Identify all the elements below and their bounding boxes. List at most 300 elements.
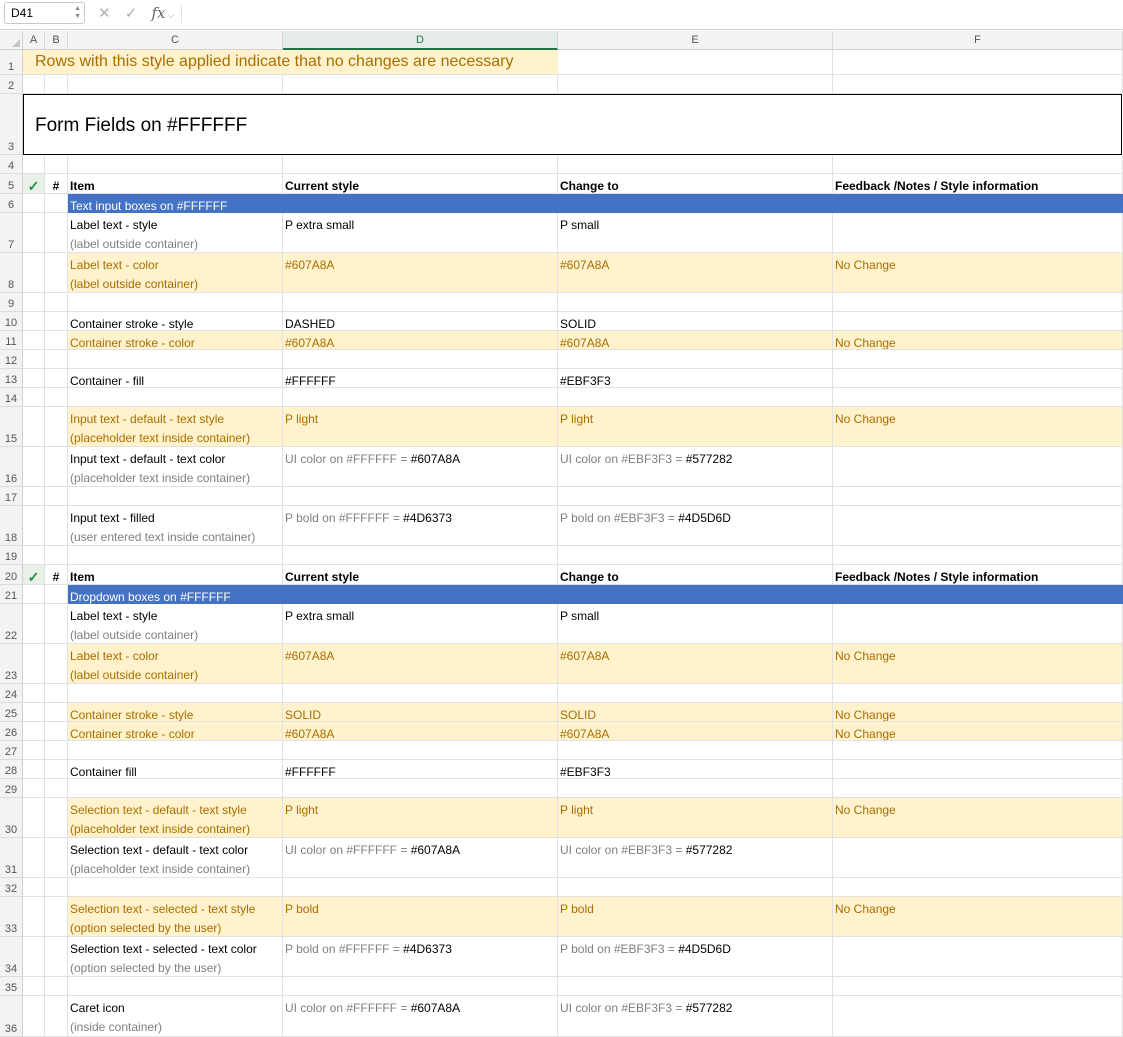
formula-input[interactable]	[186, 2, 1120, 24]
column-header-e[interactable]: E	[558, 31, 833, 50]
cell-a[interactable]	[23, 996, 45, 1037]
row-header[interactable]	[0, 585, 23, 604]
cell-b[interactable]	[45, 897, 68, 937]
notes-cell[interactable]: No Change	[833, 331, 1123, 350]
empty-cell[interactable]	[45, 977, 68, 996]
empty-cell[interactable]	[558, 155, 833, 174]
empty-cell[interactable]	[68, 779, 283, 798]
notes-cell[interactable]	[833, 604, 1123, 644]
enter-icon[interactable]: ✓	[124, 5, 138, 22]
empty-cell[interactable]	[283, 75, 558, 94]
row-header[interactable]	[0, 703, 23, 722]
cell-a[interactable]	[23, 838, 45, 878]
empty-cell[interactable]	[833, 546, 1123, 565]
empty-cell[interactable]	[283, 779, 558, 798]
cell-a[interactable]	[23, 760, 45, 779]
item-sublabel: (label outside container)	[70, 277, 199, 291]
section-title[interactable]: Dropdown boxes on #FFFFFF	[68, 585, 283, 604]
empty-cell[interactable]	[23, 293, 45, 312]
sheet-row	[0, 75, 1123, 94]
current-style-cell[interactable]	[283, 798, 558, 838]
empty-cell[interactable]	[68, 684, 283, 703]
empty-cell[interactable]	[558, 293, 833, 312]
sheet-row	[0, 447, 1123, 487]
row-header[interactable]	[0, 779, 23, 798]
empty-cell[interactable]	[45, 487, 68, 506]
row-header[interactable]	[0, 996, 23, 1037]
hash-header[interactable]: #	[45, 174, 68, 194]
cell-a[interactable]	[23, 937, 45, 977]
empty-cell[interactable]	[283, 977, 558, 996]
notes-cell[interactable]: No Change	[833, 897, 1123, 937]
empty-cell[interactable]	[68, 388, 283, 407]
empty-cell[interactable]	[283, 487, 558, 506]
cell-a[interactable]	[23, 703, 45, 722]
change-to-header[interactable]: Change to	[558, 565, 833, 585]
column-header-c[interactable]: C	[68, 31, 283, 50]
sheet-row	[0, 350, 1123, 369]
select-all-corner[interactable]	[0, 31, 23, 50]
row-header[interactable]	[0, 565, 23, 585]
empty-cell[interactable]	[68, 350, 283, 369]
current-style-cell[interactable]	[283, 407, 558, 447]
empty-cell[interactable]	[283, 155, 558, 174]
row-header[interactable]	[0, 604, 23, 644]
empty-cell[interactable]	[283, 546, 558, 565]
change-to-header[interactable]: Change to	[558, 174, 833, 194]
empty-cell[interactable]	[45, 546, 68, 565]
row-header[interactable]	[0, 722, 23, 741]
row-number: 9	[7, 298, 15, 310]
cell-b[interactable]	[45, 253, 68, 293]
current-style-cell[interactable]	[283, 722, 558, 741]
notes-cell[interactable]: No Change	[833, 722, 1123, 741]
row-header[interactable]	[0, 897, 23, 937]
notes-cell[interactable]	[833, 838, 1123, 878]
current-value: #607A8A	[285, 649, 335, 663]
empty-cell[interactable]	[45, 878, 68, 897]
item-cell[interactable]	[68, 897, 283, 937]
item-sublabel: (label outside container)	[70, 668, 199, 682]
current-style-cell[interactable]	[283, 369, 558, 388]
notes-cell[interactable]: No Change	[833, 407, 1123, 447]
cell-a[interactable]	[23, 722, 45, 741]
change-to-cell[interactable]	[558, 644, 833, 684]
cell-a[interactable]	[23, 506, 45, 546]
current-style-cell[interactable]	[283, 703, 558, 722]
current-prefix: P bold on #FFFFFF =	[285, 942, 404, 956]
item-label: Input text - default - text color	[70, 452, 226, 466]
empty-cell[interactable]	[23, 546, 45, 565]
empty-cell[interactable]	[558, 741, 833, 760]
cell-a[interactable]	[23, 798, 45, 838]
empty-cell[interactable]	[558, 546, 833, 565]
cell-b[interactable]	[45, 194, 68, 213]
current-value: P extra small	[285, 218, 355, 232]
item-cell[interactable]	[68, 331, 283, 350]
change-to-cell[interactable]	[558, 604, 833, 644]
empty-cell[interactable]	[23, 388, 45, 407]
empty-cell[interactable]	[833, 779, 1123, 798]
current-style-cell[interactable]	[283, 447, 558, 487]
item-cell[interactable]	[68, 369, 283, 388]
cell-a[interactable]	[23, 407, 45, 447]
empty-cell[interactable]	[833, 293, 1123, 312]
notes-cell[interactable]	[833, 760, 1123, 779]
empty-cell[interactable]	[23, 155, 45, 174]
section-title[interactable]: Text input boxes on #FFFFFF	[68, 194, 283, 213]
row-header[interactable]	[0, 331, 23, 350]
cell-a[interactable]	[23, 604, 45, 644]
current-style-cell[interactable]	[283, 937, 558, 977]
section-fill[interactable]	[283, 194, 558, 213]
notes-cell[interactable]: No Change	[833, 798, 1123, 838]
current-style-header[interactable]: Current style	[283, 174, 558, 194]
empty-cell[interactable]	[833, 388, 1123, 407]
column-header-f[interactable]: F	[833, 31, 1123, 50]
change-to-cell[interactable]	[558, 703, 833, 722]
formula-bar	[0, 0, 1123, 30]
cell-b[interactable]	[45, 760, 68, 779]
cell-b[interactable]	[45, 838, 68, 878]
change-value: #607A8A	[560, 336, 610, 350]
notes-cell[interactable]	[833, 447, 1123, 487]
current-style-cell[interactable]	[283, 253, 558, 293]
empty-cell[interactable]	[23, 684, 45, 703]
empty-cell[interactable]	[23, 350, 45, 369]
change-to-cell[interactable]	[558, 312, 833, 331]
section-fill[interactable]	[833, 194, 1123, 213]
cell-a[interactable]	[23, 194, 45, 213]
change-prefix: UI color on #EBF3F3 =	[560, 452, 686, 466]
row-header[interactable]	[0, 684, 23, 703]
empty-cell[interactable]	[68, 75, 283, 94]
cell-a[interactable]	[23, 897, 45, 937]
empty-cell[interactable]	[558, 75, 833, 94]
cell-b[interactable]	[45, 447, 68, 487]
notes-cell[interactable]	[833, 937, 1123, 977]
notes-cell[interactable]	[833, 996, 1123, 1037]
cell-b[interactable]	[45, 996, 68, 1037]
current-style-cell[interactable]	[283, 213, 558, 253]
item-label: Label text - color	[70, 649, 159, 663]
empty-cell[interactable]	[68, 155, 283, 174]
row-header[interactable]	[0, 644, 23, 684]
cell-a[interactable]	[23, 213, 45, 253]
row-header[interactable]	[0, 798, 23, 838]
item-header[interactable]: Item	[68, 565, 283, 585]
change-to-cell[interactable]	[558, 838, 833, 878]
current-value: #607A8A	[285, 727, 335, 741]
cell-a[interactable]	[23, 644, 45, 684]
empty-cell[interactable]	[68, 977, 283, 996]
notes-cell[interactable]	[833, 312, 1123, 331]
empty-cell[interactable]	[833, 741, 1123, 760]
row-header[interactable]	[0, 350, 23, 369]
empty-cell[interactable]	[68, 546, 283, 565]
item-sublabel: (inside container)	[70, 1020, 163, 1034]
current-style-cell[interactable]	[283, 760, 558, 779]
notes-cell[interactable]: No Change	[833, 703, 1123, 722]
column-header-d[interactable]: D	[283, 31, 558, 50]
cell-b[interactable]	[45, 703, 68, 722]
name-box[interactable]	[4, 2, 85, 24]
item-label: Container stroke - style	[70, 317, 194, 331]
notes-cell[interactable]	[833, 213, 1123, 253]
cell-b[interactable]	[45, 407, 68, 447]
empty-cell[interactable]	[23, 779, 45, 798]
row-number: 25	[4, 708, 18, 720]
item-cell[interactable]	[68, 213, 283, 253]
item-cell[interactable]	[68, 703, 283, 722]
item-cell[interactable]	[68, 253, 283, 293]
current-style-cell[interactable]	[283, 312, 558, 331]
row-header[interactable]	[0, 94, 23, 155]
empty-cell[interactable]	[833, 878, 1123, 897]
empty-cell[interactable]	[558, 977, 833, 996]
empty-cell[interactable]	[558, 684, 833, 703]
feedback-header[interactable]: Feedback /Notes / Style information	[833, 174, 1123, 194]
row-header[interactable]	[0, 447, 23, 487]
cell-b[interactable]	[45, 798, 68, 838]
empty-cell[interactable]	[283, 350, 558, 369]
column-header-a[interactable]: A	[23, 31, 45, 50]
name-box-spinner-icon[interactable]: ▲ ▼	[74, 5, 81, 20]
insert-function-icon[interactable]: fx	[151, 4, 166, 22]
sheet-row	[0, 779, 1123, 798]
change-to-cell[interactable]	[558, 407, 833, 447]
current-style-cell[interactable]	[283, 604, 558, 644]
empty-cell[interactable]	[45, 350, 68, 369]
cell-a[interactable]	[23, 253, 45, 293]
sheet-row	[0, 194, 1123, 213]
empty-cell[interactable]	[283, 293, 558, 312]
item-label: Container fill	[70, 765, 137, 779]
item-cell[interactable]	[68, 506, 283, 546]
row-number: 34	[4, 963, 18, 975]
current-value: P bold	[285, 902, 319, 916]
current-value: P light	[285, 803, 319, 817]
cell-f[interactable]	[833, 50, 1123, 75]
empty-cell[interactable]	[45, 155, 68, 174]
change-to-cell[interactable]	[558, 253, 833, 293]
empty-cell[interactable]	[833, 350, 1123, 369]
row-header[interactable]	[0, 194, 23, 213]
current-style-cell[interactable]	[283, 644, 558, 684]
item-label: Selection text - default - text color	[70, 843, 249, 857]
row-header[interactable]	[0, 369, 23, 388]
notes-cell[interactable]	[833, 369, 1123, 388]
row-header[interactable]	[0, 407, 23, 447]
cell-b[interactable]	[45, 331, 68, 350]
empty-cell[interactable]	[558, 779, 833, 798]
item-cell[interactable]	[68, 996, 283, 1037]
row-header[interactable]	[0, 293, 23, 312]
change-to-cell[interactable]	[558, 760, 833, 779]
cell-b[interactable]	[45, 506, 68, 546]
change-value: P light	[560, 412, 594, 426]
cell-a[interactable]	[23, 585, 45, 604]
row-header[interactable]	[0, 75, 23, 94]
row-header[interactable]	[0, 388, 23, 407]
notes-cell[interactable]: No Change	[833, 644, 1123, 684]
cell-b[interactable]	[45, 369, 68, 388]
row-header[interactable]	[0, 213, 23, 253]
row-number: 10	[4, 317, 18, 329]
empty-cell[interactable]	[45, 293, 68, 312]
section-fill[interactable]	[558, 585, 833, 604]
cell-b[interactable]	[45, 604, 68, 644]
change-to-cell[interactable]	[558, 506, 833, 546]
empty-cell[interactable]	[558, 350, 833, 369]
section-fill[interactable]	[558, 194, 833, 213]
empty-cell[interactable]	[45, 75, 68, 94]
row-header[interactable]	[0, 977, 23, 996]
hash-header[interactable]: #	[45, 565, 68, 585]
cancel-icon[interactable]: ✕	[98, 5, 111, 22]
current-style-cell[interactable]	[283, 331, 558, 350]
empty-cell[interactable]	[23, 741, 45, 760]
empty-cell[interactable]	[558, 487, 833, 506]
cell-b[interactable]	[45, 937, 68, 977]
empty-cell[interactable]	[833, 75, 1123, 94]
empty-cell[interactable]	[23, 75, 45, 94]
sheet-row	[0, 760, 1123, 779]
row-number: 4	[7, 160, 15, 172]
row-header[interactable]	[0, 253, 23, 293]
row-header[interactable]	[0, 487, 23, 506]
empty-cell[interactable]	[23, 487, 45, 506]
row-header[interactable]	[0, 546, 23, 565]
change-to-cell[interactable]	[558, 937, 833, 977]
row-header[interactable]	[0, 741, 23, 760]
empty-cell[interactable]	[68, 293, 283, 312]
item-cell[interactable]	[68, 644, 283, 684]
empty-cell[interactable]	[283, 878, 558, 897]
item-cell[interactable]	[68, 447, 283, 487]
row-header[interactable]	[0, 506, 23, 546]
cell-a[interactable]	[23, 369, 45, 388]
empty-cell[interactable]	[45, 388, 68, 407]
change-to-cell[interactable]	[558, 897, 833, 937]
empty-cell[interactable]	[833, 487, 1123, 506]
empty-cell[interactable]	[23, 977, 45, 996]
item-cell[interactable]	[68, 604, 283, 644]
chevron-down-icon[interactable]: ⌵	[167, 10, 175, 20]
section-fill[interactable]	[833, 585, 1123, 604]
current-style-cell[interactable]	[283, 838, 558, 878]
empty-cell[interactable]	[283, 388, 558, 407]
change-to-cell[interactable]	[558, 369, 833, 388]
checkmark-icon[interactable]: ✓	[23, 565, 45, 585]
cell-e[interactable]	[558, 50, 833, 75]
change-to-cell[interactable]	[558, 722, 833, 741]
item-header[interactable]: Item	[68, 174, 283, 194]
item-cell[interactable]	[68, 838, 283, 878]
row-header[interactable]	[0, 838, 23, 878]
empty-cell[interactable]	[283, 741, 558, 760]
column-header-b[interactable]: B	[45, 31, 68, 50]
item-label: Container - fill	[70, 374, 145, 388]
current-style-cell[interactable]	[283, 996, 558, 1037]
feedback-header[interactable]: Feedback /Notes / Style information	[833, 565, 1123, 585]
current-style-cell[interactable]	[283, 506, 558, 546]
section-fill[interactable]	[283, 585, 558, 604]
change-value: #577282	[685, 452, 733, 466]
current-style-cell[interactable]	[283, 897, 558, 937]
cell-b[interactable]	[45, 213, 68, 253]
formula-bar-divider	[181, 5, 182, 23]
cell-a[interactable]	[23, 312, 45, 331]
cell-b[interactable]	[45, 585, 68, 604]
change-to-cell[interactable]	[558, 213, 833, 253]
empty-cell[interactable]	[558, 878, 833, 897]
cell-a[interactable]	[23, 331, 45, 350]
empty-cell[interactable]	[833, 977, 1123, 996]
sheet-row	[0, 369, 1123, 388]
item-cell[interactable]	[68, 722, 283, 741]
row-header[interactable]	[0, 937, 23, 977]
sheet-row	[0, 644, 1123, 684]
cell-b[interactable]	[45, 644, 68, 684]
change-to-cell[interactable]	[558, 447, 833, 487]
empty-cell[interactable]	[283, 684, 558, 703]
notes-cell[interactable]: No Change	[833, 253, 1123, 293]
item-sublabel: (placeholder text inside container)	[70, 471, 251, 485]
empty-cell[interactable]	[23, 878, 45, 897]
sheet-row	[0, 293, 1123, 312]
change-value: SOLID	[560, 317, 597, 331]
change-value: #EBF3F3	[560, 765, 611, 779]
change-to-cell[interactable]	[558, 331, 833, 350]
row-header[interactable]	[0, 50, 23, 75]
notes-cell[interactable]	[833, 506, 1123, 546]
row-header[interactable]	[0, 174, 23, 194]
empty-cell[interactable]	[68, 741, 283, 760]
change-value: #4D5D6D	[678, 942, 731, 956]
row-header[interactable]	[0, 878, 23, 897]
empty-cell[interactable]	[45, 779, 68, 798]
row-header[interactable]	[0, 312, 23, 331]
row-header[interactable]	[0, 760, 23, 779]
cell-b[interactable]	[45, 722, 68, 741]
current-prefix: UI color on #FFFFFF =	[285, 843, 411, 857]
empty-cell[interactable]	[833, 155, 1123, 174]
item-cell[interactable]	[68, 937, 283, 977]
empty-cell[interactable]	[45, 741, 68, 760]
sheet-row	[0, 798, 1123, 838]
empty-cell[interactable]	[68, 878, 283, 897]
checkmark-icon[interactable]: ✓	[23, 174, 45, 194]
item-cell[interactable]	[68, 760, 283, 779]
item-cell[interactable]	[68, 407, 283, 447]
empty-cell[interactable]	[45, 684, 68, 703]
cell-a[interactable]	[23, 447, 45, 487]
row-header[interactable]	[0, 155, 23, 174]
cell-b[interactable]	[45, 312, 68, 331]
item-cell[interactable]	[68, 798, 283, 838]
change-to-cell[interactable]	[558, 798, 833, 838]
sheet-row	[0, 487, 1123, 506]
current-style-header[interactable]: Current style	[283, 565, 558, 585]
change-to-cell[interactable]	[558, 996, 833, 1037]
item-cell[interactable]	[68, 312, 283, 331]
current-value: #607A8A	[410, 1001, 461, 1015]
empty-cell[interactable]	[68, 487, 283, 506]
empty-cell[interactable]	[833, 684, 1123, 703]
change-value: P small	[560, 609, 600, 623]
empty-cell[interactable]	[558, 388, 833, 407]
